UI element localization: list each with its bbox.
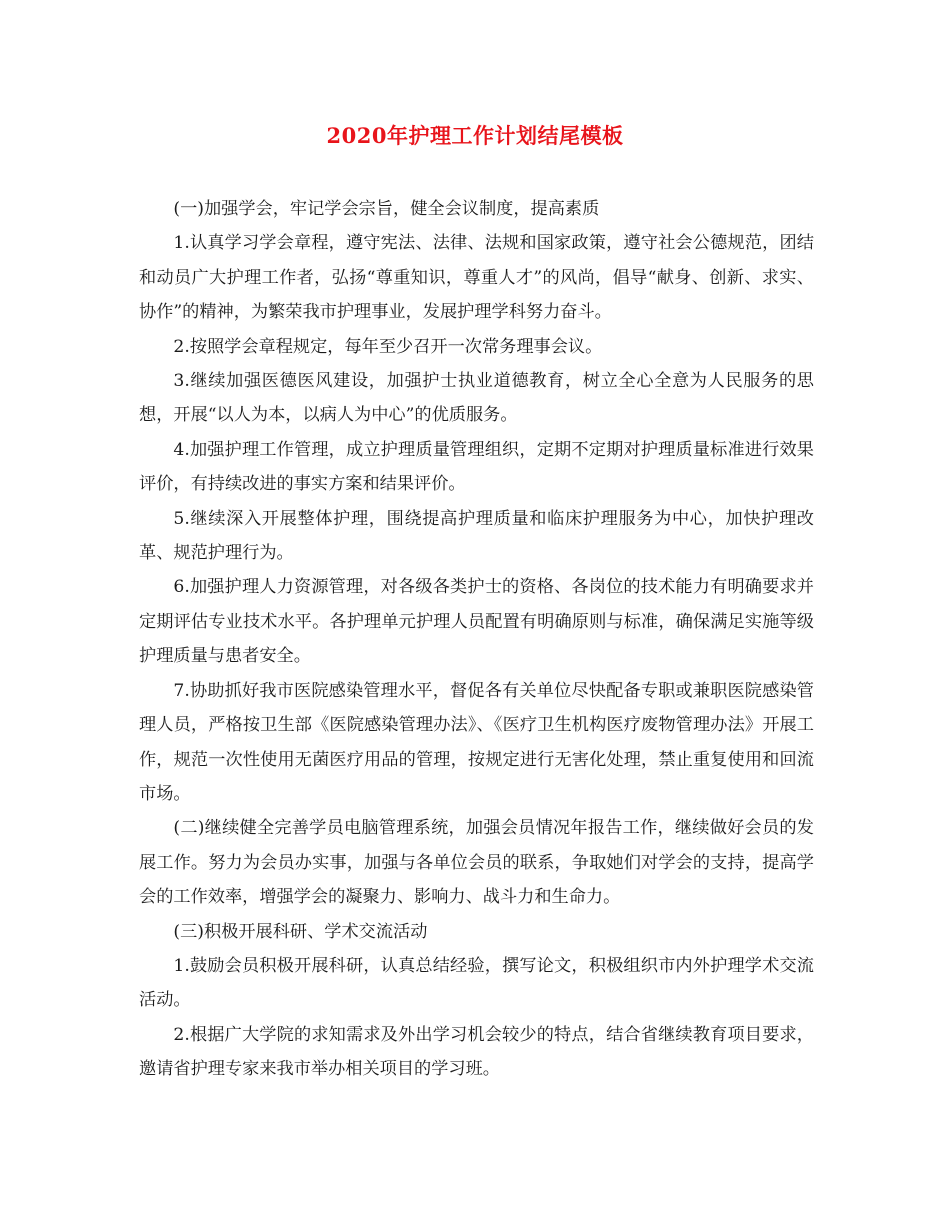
document-title: 2020年护理工作计划结尾模板 — [326, 123, 624, 148]
paragraph-section-1-heading: (一)加强学会，牢记学会宗旨，健全会议制度，提高素质 — [173, 199, 600, 219]
paragraph-section-3-item-1: 1.鼓励会员积极开展科研，认真总结经验，撰写论文，积极组织市内外护理学术交流活动。 — [139, 955, 814, 1011]
paragraph-section-3-item-2: 2.根据广大学院的求知需求及外出学习机会较少的特点，结合省继续教育项目要求，邀请省护理专家来我市举办相关项目的学习班。 — [139, 1024, 814, 1080]
paragraph-item-3: 3.继续加强医德医风建设，加强护士执业道德教育，树立全心全意为人民服务的思想，开展“以人为本，以病人为中心”的优质服务。 — [139, 371, 814, 426]
paragraph-item-5: 5.继续深入开展整体护理，围绕提高护理质量和临床护理服务为中心，加快护理改革、规范护理行为。 — [139, 508, 814, 564]
paragraph-section-3-heading: (三)积极开展科研、学术交流活动 — [173, 921, 428, 942]
paragraph-item-7: 7.协助抓好我市医院感染管理水平，督促各有关单位尽快配备专职或兼职医院感染管理人员，严格按卫生部《医院感染管理办法》、《医疗卫生机构医疗废物管理办法》开展工作，规范一次性使用无菌医疗用品的管理，按规定进行无害化处理，禁止重复使用和回流市场。 — [139, 680, 814, 804]
paragraph-item-4: 4.加强护理工作管理，成立护理质量管理组织，定期不定期对护理质量标准进行效果评价，有持续改进的事实方案和结果评价。 — [139, 439, 814, 495]
paragraph-item-2: 2.按照学会章程规定，每年至少召开一次常务理事会议。 — [173, 336, 603, 357]
paragraph-item-6: 6.加强护理人力资源管理，对各级各类护士的资格、各岗位的技术能力有明确要求并定期评估专业技术水平。各护理单元护理人员配置有明确原则与标准，确保满足实施等级护理质量与患者安全。 — [139, 577, 814, 667]
document-body — [139, 192, 814, 1087]
paragraph-item-1: 1.认真学习学会章程，遵守宪法、法律、法规和国家政策，遵守社会公德规范，团结和动员广大护理工作者，弘扬“尊重知识，尊重人才”的风尚，倡导“献身、创新、求实、协作”的精神，为繁荣我市护理事业，发展护理学科努力奋斗。 — [139, 233, 814, 323]
paragraph-section-2: (二)继续健全完善学员电脑管理系统，加强会员情况年报告工作，继续做好会员的发展工作。努力为会员办实事，加强与各单位会员的联系，争取她们对学会的支持，提高学会的工作效率，增强学会的凝聚力、影响力、战斗力和生命力。 — [139, 818, 814, 908]
